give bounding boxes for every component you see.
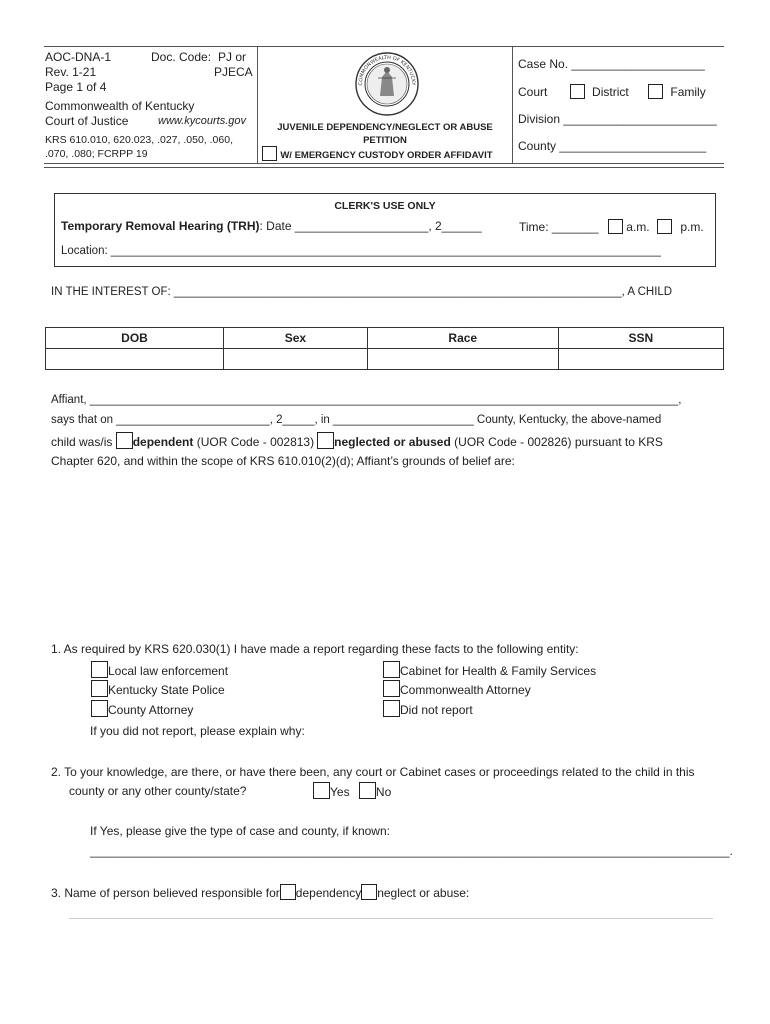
trh-date-field[interactable]: : Date ____________________, 2______	[259, 219, 482, 233]
doc-code-value: PJ or	[218, 50, 247, 64]
q3-neglect-label: neglect or abuse:	[377, 886, 470, 900]
district-checkbox[interactable]	[570, 84, 585, 99]
kentucky-seal-icon	[354, 51, 420, 117]
header-bottom-rule	[44, 163, 724, 164]
option-ksp	[91, 680, 225, 697]
did-not-report-checkbox[interactable]	[383, 700, 400, 717]
affiant-date-county-line[interactable]: says that on ________________________, 2_____, in ______________________ County, Kentucky, the above-named	[51, 414, 662, 426]
if-yes-label: If Yes, please give the type of case and county, if known:	[90, 824, 390, 838]
pm-label: p.m.	[680, 220, 704, 234]
option-cabinet	[383, 661, 596, 678]
header-top-rule	[44, 46, 724, 47]
no-checkbox[interactable]	[359, 782, 376, 799]
affiant-name-field[interactable]: Affiant, ____________________________________________________________________________________________,	[51, 394, 682, 406]
commonwealth-label: Commonwealth Attorney	[400, 683, 531, 697]
option-did-not-report	[383, 700, 473, 717]
sex-header: Sex	[223, 328, 367, 349]
q2-answer-row	[313, 782, 391, 799]
yes-checkbox[interactable]	[313, 782, 330, 799]
option-commonwealth	[383, 680, 531, 697]
option-county-attorney	[91, 700, 193, 717]
dependent-label: dependent	[132, 435, 194, 449]
division-field[interactable]: Division _______________________	[518, 112, 717, 126]
local-law-checkbox[interactable]	[91, 661, 108, 678]
q3-dependency-checkbox[interactable]	[280, 884, 296, 900]
seal-text: COMMONWEALTH OF KENTUCKY	[357, 54, 417, 86]
court-label: Court	[518, 85, 548, 99]
form-title-2: PETITION	[363, 135, 407, 146]
q3-row	[51, 884, 469, 900]
county-attorney-label: County Attorney	[108, 703, 194, 717]
page-number: Page 1 of 4	[45, 80, 107, 94]
dependent-checkbox[interactable]	[116, 432, 133, 449]
eco-checkbox-row	[262, 146, 493, 161]
neglected-checkbox[interactable]	[317, 432, 334, 449]
neglected-label: neglected or abused	[334, 435, 451, 449]
statutes-2: .070, .080; FCRPP 19	[45, 148, 148, 160]
county-attorney-checkbox[interactable]	[91, 700, 108, 717]
dob-cell[interactable]	[46, 349, 224, 370]
am-checkbox[interactable]	[608, 219, 623, 234]
form-title-1: JUVENILE DEPENDENCY/NEGLECT OR ABUSE	[277, 122, 493, 133]
q2-text-1: 2. To your knowledge, are there, or have there been, any court or Cabinet cases or proceedings related to the child in this	[51, 765, 695, 779]
header-bottom-rule-2	[44, 167, 724, 168]
trh-row	[61, 219, 482, 233]
doc-code-value-2: PJECA	[214, 65, 253, 79]
sex-cell[interactable]	[223, 349, 367, 370]
clerks-use-title: CLERK'S USE ONLY	[334, 200, 436, 212]
form-id: AOC-DNA-1	[45, 50, 112, 64]
dob-header: DOB	[46, 328, 224, 349]
affiant-status-line	[51, 432, 663, 449]
statutes-1: KRS 610.010, 620.023, .027, .050, .060,	[45, 134, 233, 146]
am-label: a.m.	[626, 220, 650, 234]
trh-time-field[interactable]: Time: _______	[519, 220, 599, 234]
case-type-field[interactable]: ____________________________________________________________________________________________________.	[90, 846, 733, 858]
yes-label: Yes	[330, 785, 350, 799]
affiant-grounds-text: Chapter 620, and within the scope of KRS 610.010(2)(d); Affiant’s grounds of belief are:	[51, 454, 515, 468]
location-field[interactable]: Location: ______________________________________________________________________________________	[61, 245, 661, 257]
child-name-field[interactable]: IN THE INTEREST OF: ______________________________________________________________________, A CHILD	[51, 286, 673, 298]
doc-code-label: Doc. Code:	[151, 50, 212, 64]
child-was-is-text: child was/is	[51, 435, 113, 449]
trh-time-row	[519, 219, 704, 234]
eco-checkbox[interactable]	[262, 146, 277, 161]
race-header: Race	[367, 328, 558, 349]
uor-dependent-text: (UOR Code - 002813)	[196, 435, 315, 449]
q3-text: 3. Name of person believed responsible for	[51, 886, 280, 900]
option-local-law	[91, 661, 228, 678]
q2-text-2: county or any other county/state?	[69, 784, 247, 798]
case-number-field[interactable]: Case No. ____________________	[518, 57, 705, 71]
no-label: No	[375, 785, 392, 799]
child-info-table	[45, 327, 724, 370]
pm-checkbox[interactable]	[657, 219, 672, 234]
revision: Rev. 1-21	[45, 65, 97, 79]
district-label: District	[592, 85, 629, 99]
q3-name-line[interactable]	[69, 918, 713, 919]
eco-label: W/ EMERGENCY CUSTODY ORDER AFFIDAVIT	[280, 150, 493, 161]
q3-neglect-checkbox[interactable]	[361, 884, 377, 900]
court-name-1: Commonwealth of Kentucky	[45, 99, 195, 113]
cabinet-label: Cabinet for Health & Family Services	[400, 664, 597, 678]
header-divider-left	[257, 46, 258, 164]
family-label: Family	[670, 85, 706, 99]
court-type-row	[518, 84, 706, 99]
race-cell[interactable]	[367, 349, 558, 370]
website: www.kycourts.gov	[158, 115, 247, 127]
local-law-label: Local law enforcement	[108, 664, 229, 678]
ssn-cell[interactable]	[558, 349, 723, 370]
explain-label: If you did not report, please explain why:	[90, 724, 305, 738]
county-field[interactable]: County ______________________	[518, 139, 707, 153]
q1-text: 1. As required by KRS 620.030(1) I have made a report regarding these facts to the following entity:	[51, 642, 579, 656]
child-table-row	[46, 349, 724, 370]
header-divider-right	[512, 46, 513, 164]
child-table-header-row	[46, 328, 724, 349]
ksp-label: Kentucky State Police	[108, 683, 225, 697]
ssn-header: SSN	[558, 328, 723, 349]
commonwealth-checkbox[interactable]	[383, 680, 400, 697]
cabinet-checkbox[interactable]	[383, 661, 400, 678]
q3-dependency-label: dependency	[295, 886, 362, 900]
did-not-report-label: Did not report	[400, 703, 473, 717]
court-name-2: Court of Justice	[45, 114, 129, 128]
family-checkbox[interactable]	[648, 84, 663, 99]
trh-label: Temporary Removal Hearing (TRH)	[61, 219, 260, 233]
uor-neglected-text: (UOR Code - 002826) pursuant to KRS	[454, 435, 663, 449]
ksp-checkbox[interactable]	[91, 680, 108, 697]
